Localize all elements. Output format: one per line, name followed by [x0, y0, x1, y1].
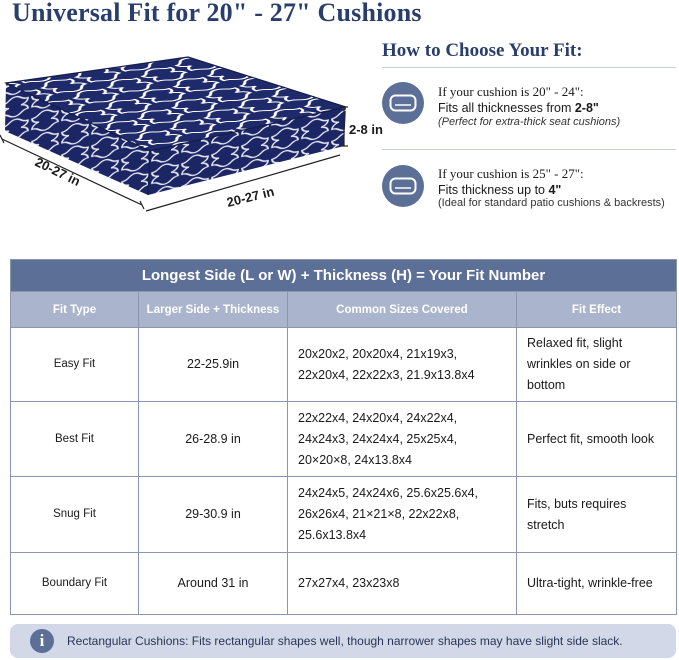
table-row — [11, 477, 677, 553]
info-banner — [10, 624, 676, 658]
dim-front-label: 20-27 in — [225, 183, 276, 210]
table-row — [11, 328, 677, 402]
sizes-cell: 27x27x4, 23x23x8 — [288, 553, 517, 615]
cushion-illustration — [0, 55, 395, 230]
option-2-note: (Ideal for standard patio cushions & backrests) — [438, 197, 665, 209]
info-text: Rectangular Cushions: Fits rectangular shapes well, though narrower shapes may have slight side slack. — [67, 634, 623, 648]
guide-divider — [382, 67, 676, 68]
column-header: Fit Effect — [517, 292, 677, 328]
dim-left-label: 20-27 in — [32, 154, 83, 189]
column-header: Fit Type — [11, 292, 139, 328]
range-cell: 22-25.9in — [139, 328, 288, 402]
fit-table — [10, 259, 677, 615]
fit-type-cell: Snug Fit — [11, 477, 139, 553]
option-2-body: Fits thickness up to 4" — [438, 183, 562, 197]
cushion-icon — [382, 165, 424, 207]
sizes-cell: 20x20x2, 20x20x4, 21x19x3, 22x20x4, 22x22x3, 21.9x13.8x4 — [288, 328, 517, 402]
column-header: Common Sizes Covered — [288, 292, 517, 328]
range-cell: Around 31 in — [139, 553, 288, 615]
page-title: Universal Fit for 20" - 27" Cushions — [12, 0, 422, 27]
table-row — [11, 553, 677, 615]
range-cell: 26-28.9 in — [139, 402, 288, 477]
option-1-body: Fits all thicknesses from 2-8" — [438, 101, 599, 115]
guide-divider — [382, 149, 676, 150]
cushion-icon — [382, 82, 424, 124]
effect-cell: Ultra-tight, wrinkle-free — [517, 553, 677, 615]
option-2-heading: If your cushion is 25" - 27": — [438, 166, 584, 181]
fit-type-cell: Boundary Fit — [11, 553, 139, 615]
option-1-heading: If your cushion is 20" - 24": — [438, 84, 584, 99]
option-1-note: (Perfect for extra-thick seat cushions) — [438, 116, 621, 128]
effect-cell: Perfect fit, smooth look — [517, 402, 677, 477]
info-icon: i — [30, 629, 54, 653]
guide-title: How to Choose Your Fit: — [382, 40, 583, 61]
fit-type-cell: Easy Fit — [11, 328, 139, 402]
fit-type-cell: Best Fit — [11, 402, 139, 477]
table-row — [11, 402, 677, 477]
dim-thickness-label: 2-8 in — [349, 122, 383, 137]
effect-cell: Fits, buts requires stretch — [517, 477, 677, 553]
column-header: Larger Side + Thickness — [139, 292, 288, 328]
table-title: Longest Side (L or W) + Thickness (H) = Your Fit Number — [11, 260, 677, 292]
sizes-cell: 22x22x4, 24x20x4, 24x22x4, 24x24x3, 24x24x4, 25x25x4, 20×20×8, 24x13.8x4 — [288, 402, 517, 477]
effect-cell: Relaxed fit, slight wrinkles on side or bottom — [517, 328, 677, 402]
sizes-cell: 24x24x5, 24x24x6, 25.6x25.6x4, 26x26x4, 21×21×8, 22x22x8, 25.6x13.8x4 — [288, 477, 517, 553]
range-cell: 29-30.9 in — [139, 477, 288, 553]
